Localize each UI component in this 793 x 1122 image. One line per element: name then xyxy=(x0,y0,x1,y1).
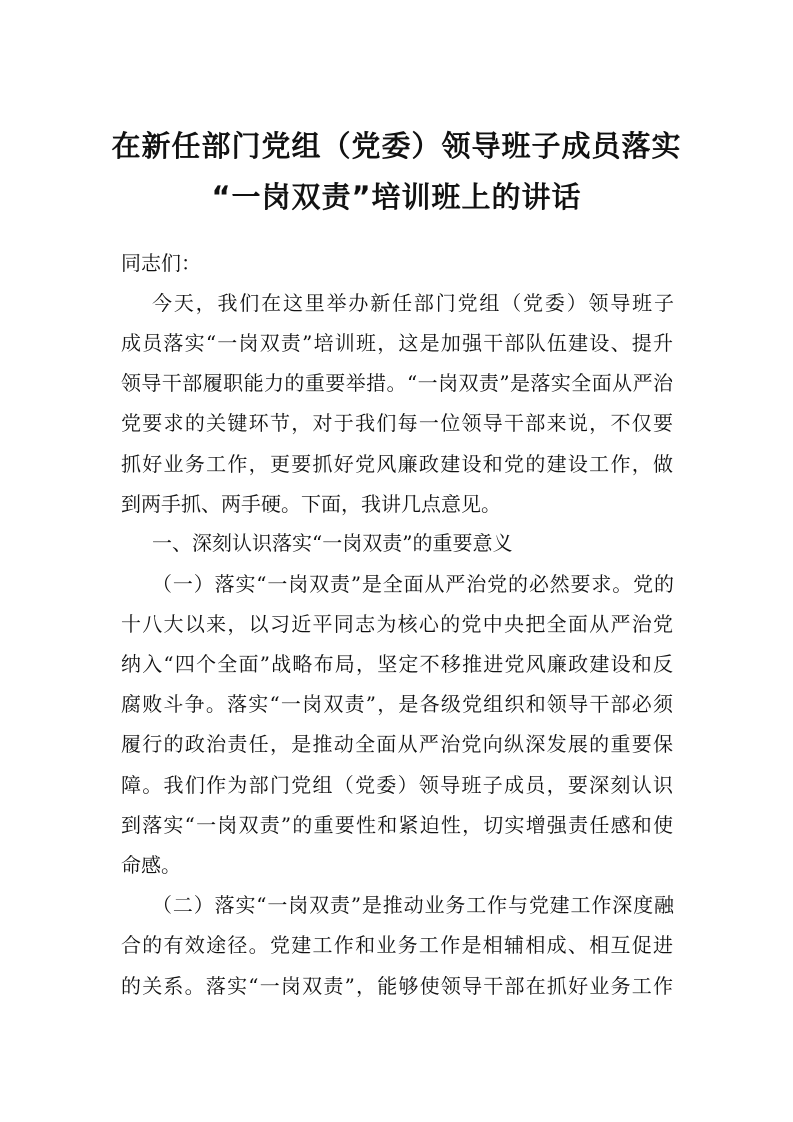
paragraph-line: 今天，我们在这里举办新任部门党组（党委）领导班子 xyxy=(152,291,674,315)
document-title-line-1: 在新任部门党组（党委）领导班子成员落实 xyxy=(111,129,682,163)
paragraph-line: 领导干部履职能力的重要举措。“一岗双责”是落实全面从严治 xyxy=(121,371,673,395)
paragraph-line: （一）落实“一岗双责”是全面从严治党的必然要求。党的 xyxy=(152,572,674,596)
paragraph-line: 成员落实“一岗双责”培训班，这是加强干部队伍建设、提升 xyxy=(121,331,673,355)
paragraph-line: 纳入“四个全面”战略布局，坚定不移推进党风廉政建设和反 xyxy=(121,652,673,676)
paragraph-line: （二）落实“一岗双责”是推动业务工作与党建工作深度融 xyxy=(152,893,674,917)
paragraph-line: 障。我们作为部门党组（党委）领导班子成员，要深刻认识 xyxy=(121,773,673,797)
document-title-line-2: “一岗双责”培训班上的讲话 xyxy=(211,180,582,214)
paragraph-line: 抓好业务工作，更要抓好党风廉政建设和党的建设工作，做 xyxy=(121,452,673,476)
paragraph-line: 十八大以来，以习近平同志为核心的党中央把全面从严治党 xyxy=(121,612,673,636)
paragraph-line: 履行的政治责任，是推动全面从严治党向纵深发展的重要保 xyxy=(121,732,673,756)
paragraph-line: 腐败斗争。落实“一岗双责”，是各级党组织和领导干部必须 xyxy=(121,692,673,716)
paragraph-line: 合的有效途径。党建工作和业务工作是相辅相成、相互促进 xyxy=(121,933,673,957)
paragraph-line: 党要求的关键环节，对于我们每一位领导干部来说，不仅要 xyxy=(121,411,673,435)
paragraph-line: 到落实“一岗双责”的重要性和紧迫性，切实增强责任感和使 xyxy=(121,813,673,837)
paragraph-line: 命感。 xyxy=(121,853,181,877)
salutation: 同志们： xyxy=(121,251,201,275)
section-heading: 一、深刻认识落实“一岗双责”的重要意义 xyxy=(152,531,513,555)
paragraph-line: 的关系。落实“一岗双责”，能够使领导干部在抓好业务工作 xyxy=(121,974,673,998)
paragraph-line: 到两手抓、两手硬。下面，我讲几点意见。 xyxy=(121,492,501,516)
